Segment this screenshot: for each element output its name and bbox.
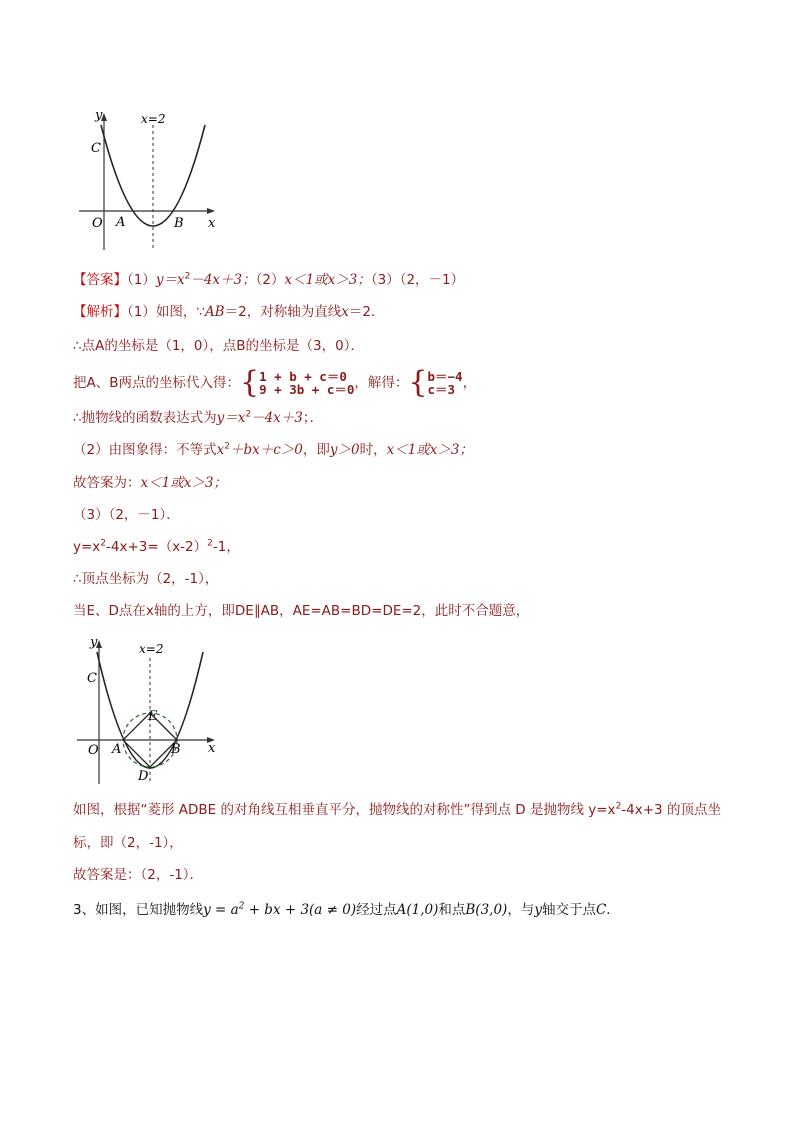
analysis-l6-prefix: 故答案为： (73, 475, 141, 491)
answer-part1-expr: y＝x (155, 272, 185, 288)
equation-system (259, 370, 354, 396)
analysis-l4-sup: 2 (245, 409, 252, 420)
conclusion-line-3: 故答案是：（2，-1）． (73, 867, 204, 883)
analysis-line-6 (73, 473, 227, 493)
axis-label: x=2 (139, 642, 164, 656)
analysis-l5-y: y＞0 (329, 442, 360, 458)
answer-part2-prefix: （2） (255, 272, 285, 288)
analysis-l8-a: y=x (73, 539, 101, 555)
q3-expr-b: + bx + 3(a ≠ 0) (244, 902, 357, 918)
analysis-l1-end: ＝2． (348, 304, 385, 320)
analysis-l5-end: x＜1或x＞3； (386, 442, 473, 458)
point-d-label: D (138, 769, 149, 784)
q3-and: 和点 (438, 902, 466, 918)
conclusion-line-1 (73, 800, 721, 820)
point-b-label: B (174, 216, 184, 231)
q3-y: y (534, 902, 542, 918)
analysis-line-3 (73, 365, 477, 400)
answer-part1-expr-b: －4x＋3； (190, 272, 256, 288)
answer-part1-sup: 2 (184, 271, 191, 282)
analysis-l1-text: （1）如图，∵ (127, 304, 205, 320)
question-3 (73, 900, 620, 920)
q3-point-b: B(3,0) (465, 902, 508, 918)
analysis-l1-rest: ＝2，对称轴为直线 (224, 304, 342, 320)
analysis-line-1 (73, 302, 384, 322)
y-label: y (95, 108, 103, 123)
answer-line (73, 270, 464, 290)
q3-c: C (595, 902, 607, 918)
equation-1: 1 + b + c＝0 (259, 369, 347, 384)
q3-point-a: A(1,0) (396, 902, 439, 918)
point-e-label: E (148, 709, 158, 724)
analysis-line-8 (73, 537, 240, 557)
analysis-l8-sup2: 2 (207, 538, 213, 549)
analysis-l3-end: ， (462, 375, 477, 391)
origin-label: O (88, 743, 99, 758)
analysis-l5-mid: ，即 (302, 442, 330, 458)
answer-part2-expr: x＜1或x＞3； (284, 272, 371, 288)
answer-part3: （3）（2，－1） (370, 272, 465, 288)
parabola-figure-1 (73, 105, 223, 255)
analysis-l5-prefix: （2）由图象得：不等式 (73, 442, 217, 458)
analysis-line-9: ∴顶点坐标为（2，-1）， (73, 571, 219, 587)
point-c-label: C (87, 671, 97, 686)
solution-system (427, 370, 462, 396)
q3-prefix: 3、如图，已知抛物线 (73, 902, 204, 918)
analysis-l6-expr: x＜1或x＞3； (140, 475, 227, 491)
q3-expr-a: y = a (203, 902, 239, 918)
analysis-l4-expr: y＝x (216, 410, 246, 426)
brace-icon: { (240, 365, 260, 400)
analysis-line-10: 当E、D点在x轴的上方，即DE∥AB，AE=AB=BD=DE=2，此时不合题意， (73, 603, 530, 619)
point-a-label: A (116, 215, 126, 230)
equation-2: 9 + 3b + c＝0 (259, 382, 355, 397)
q3-mid2: ，与 (507, 902, 535, 918)
parabola-figure-2 (73, 636, 223, 786)
analysis-l1-x: x (341, 304, 349, 320)
q3-mid: 经过点 (356, 902, 397, 918)
analysis-l5-expr-b: ＋bx＋c＞0 (229, 442, 303, 458)
q3-period: ． (606, 902, 620, 918)
analysis-l4-prefix: ∴抛物线的函数表达式为 (73, 410, 217, 426)
analysis-line-7: （3）（2，－1）． (73, 507, 180, 523)
x-label: x (208, 741, 216, 756)
analysis-line-4 (73, 408, 323, 428)
analysis-line-2: ∴点A的坐标是（1，0），点B的坐标是（3，0）． (73, 338, 364, 354)
brace-icon: { (408, 365, 428, 400)
point-c-label: C (91, 141, 101, 156)
point-b-label: B (171, 742, 181, 757)
analysis-l4-expr-b: －4x＋3 (251, 410, 303, 426)
conclusion-l11-b: -4x+3 的顶点坐 (621, 802, 721, 818)
conclusion-l11-sup: 2 (615, 801, 622, 812)
y-label: y (90, 636, 98, 650)
analysis-l8-b: -4x+3=（x-2） (106, 539, 208, 555)
analysis-l3-mid: ，解得： (354, 375, 409, 391)
analysis-l5-expr: x (216, 442, 225, 458)
origin-label: O (92, 216, 103, 231)
conclusion-l11-a: 如图，根据“菱形 ADBE 的对角线互相垂直平分，抛物线的对称性”得到点 D 是抛物线 y=x (73, 802, 616, 818)
solution-2: c＝3 (427, 382, 456, 397)
analysis-l1-ab: AB (204, 304, 225, 320)
analysis-l8-c: -1， (212, 539, 240, 555)
analysis-l5-sup: 2 (224, 441, 230, 452)
solution-1: b＝−4 (427, 369, 463, 384)
axis-label: x=2 (141, 112, 166, 126)
analysis-l4-end: ；． (302, 410, 324, 426)
analysis-tag: 【解析】 (73, 304, 127, 320)
analysis-line-5 (73, 440, 473, 460)
answer-tag: 【答案】 (73, 272, 127, 288)
analysis-l3-prefix: 把A、B两点的坐标代入得： (73, 375, 240, 391)
analysis-l8-sup1: 2 (100, 538, 107, 549)
q3-expr-sup: 2 (238, 901, 245, 912)
conclusion-line-2: 标，即（2，-1）， (73, 835, 183, 851)
point-a-label: A (112, 742, 122, 757)
q3-end: 轴交于点 (541, 902, 596, 918)
analysis-l5-mid2: 时， (359, 442, 387, 458)
answer-part1-prefix: （1） (127, 272, 156, 288)
x-label: x (208, 216, 216, 231)
